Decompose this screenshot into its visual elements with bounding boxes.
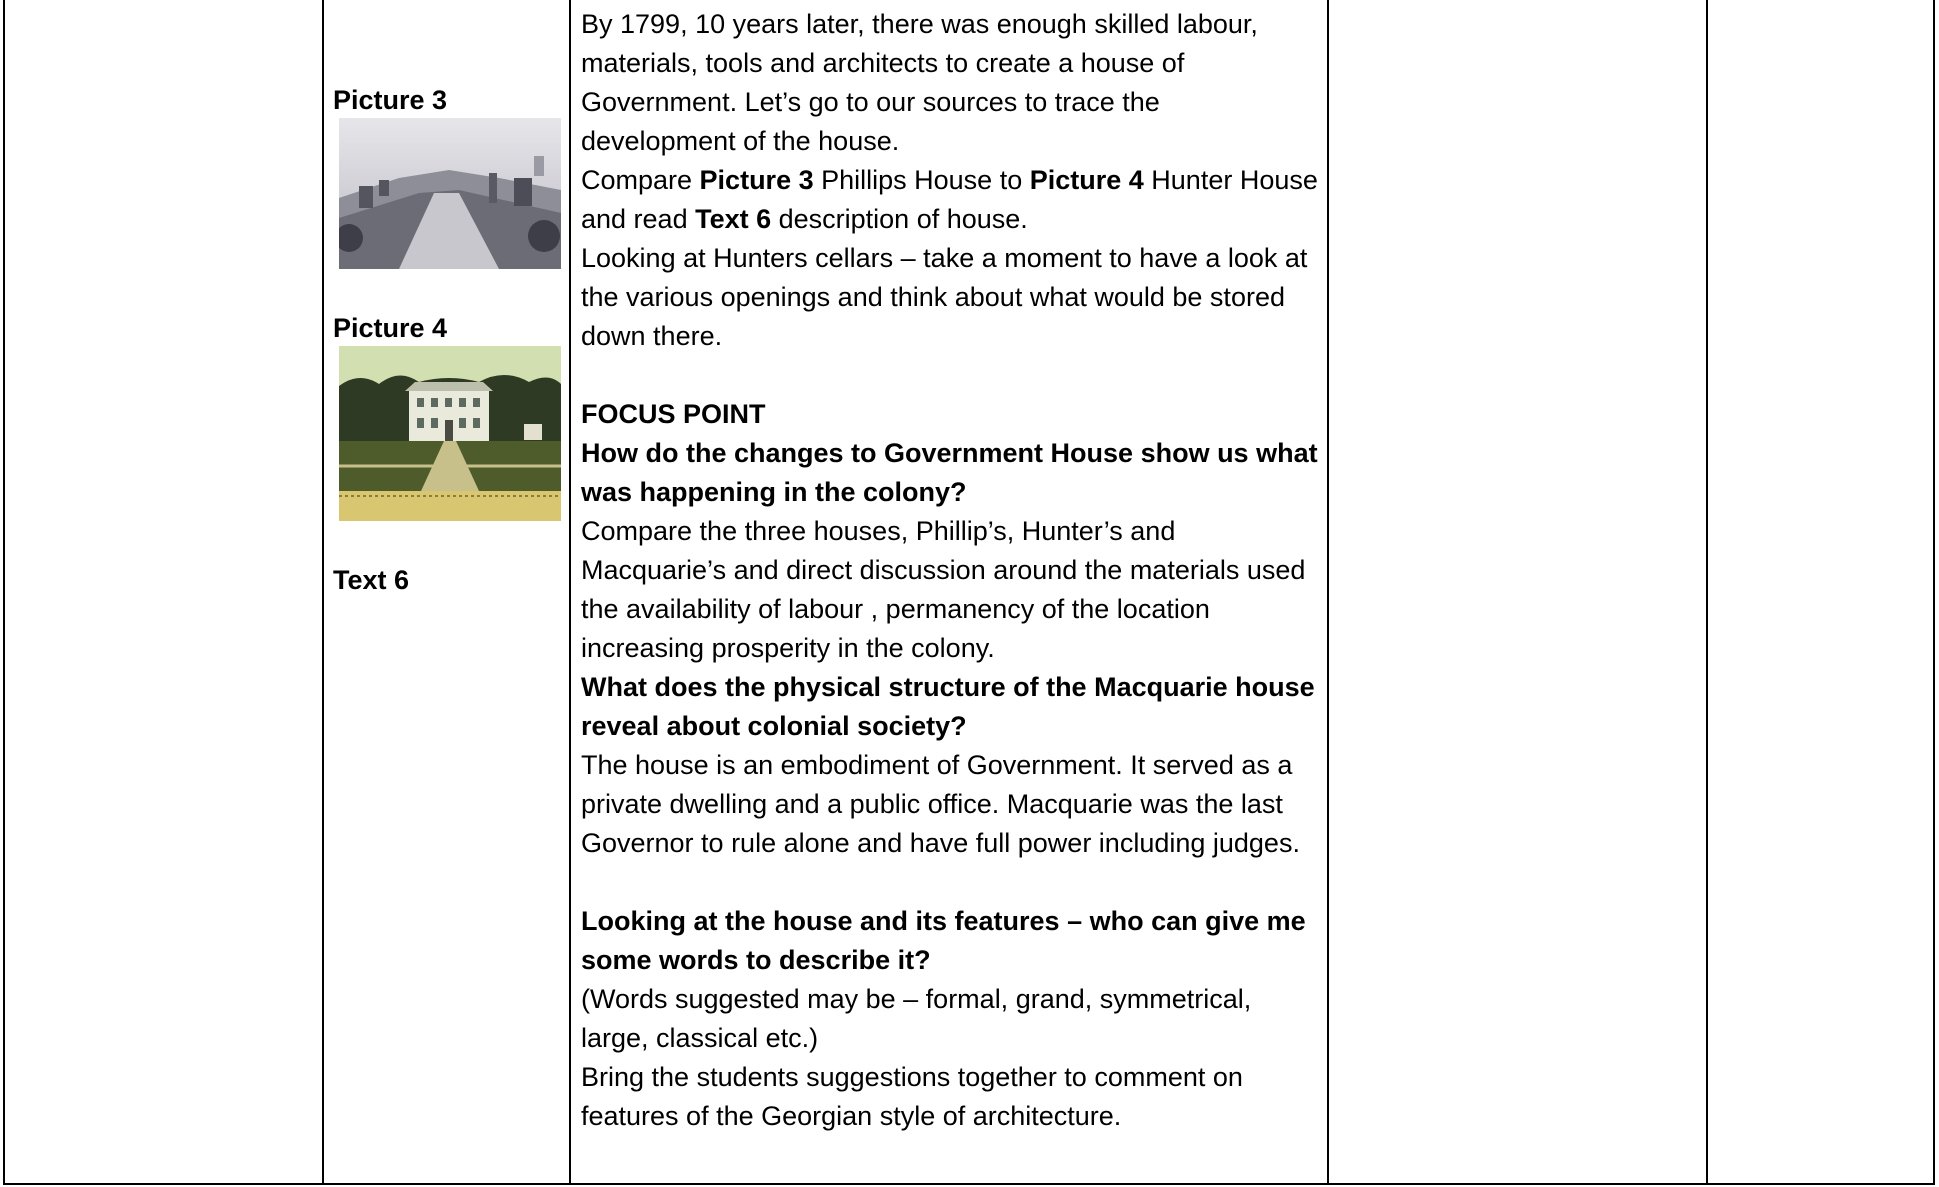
embodiment-paragraph: The house is an embodiment of Government. It served as a private dwelling and a public office. Macquarie was the last Governor to rule alone and have full power including judges. [581, 750, 1300, 858]
lesson-content [581, 5, 1321, 1136]
cellars-paragraph: Looking at Hunters cellars – take a moment to have a look at the various openings and think about what would be stored down there. [581, 243, 1308, 351]
compare-paragraph [581, 161, 1321, 239]
compare-text: Compare [581, 165, 700, 195]
compare-picture-4: Picture 4 [1029, 165, 1144, 195]
table-column-4 [1329, 0, 1708, 1183]
compare-houses-paragraph: Compare the three houses, Phillip’s, Hunter’s and Macquarie’s and direct discussion around the materials used the availability of labour , permanency of the location increasing prosperity in the colony. [581, 516, 1306, 663]
compare-text-6: Text 6 [695, 204, 772, 234]
picture-3-label: Picture 3 [333, 85, 448, 115]
intro-paragraph: By 1799, 10 years later, there was enough skilled labour, materials, tools and architects to create a house of Government. Let’s go to our sources to trace the development of the house. [581, 9, 1258, 156]
picture-4-label: Picture 4 [333, 313, 448, 343]
compare-text: Phillips House to [813, 165, 1030, 195]
focus-question-2: What does the physical structure of the Macquarie house reveal about colonial society? [581, 672, 1315, 741]
compare-picture-3: Picture 3 [699, 165, 814, 195]
focus-question-1: How do the changes to Government House show us what was happening in the colony? [581, 438, 1318, 507]
focus-question-3: Looking at the house and its features – who can give me some words to describe it? [581, 906, 1306, 975]
focus-point-heading: FOCUS POINT [581, 399, 766, 429]
picture-3-image [339, 118, 561, 269]
suggested-words-paragraph: (Words suggested may be – formal, grand, symmetrical, large, classical etc.) [581, 984, 1252, 1053]
compare-text: Hunter House and read [581, 165, 1318, 234]
georgian-paragraph: Bring the students suggestions together to comment on features of the Georgian style of architecture. [581, 1062, 1243, 1131]
text-6-label: Text 6 [333, 565, 410, 595]
picture-4-image [339, 346, 561, 521]
table-column-1 [5, 0, 324, 1183]
compare-text: description of house. [771, 204, 1028, 234]
